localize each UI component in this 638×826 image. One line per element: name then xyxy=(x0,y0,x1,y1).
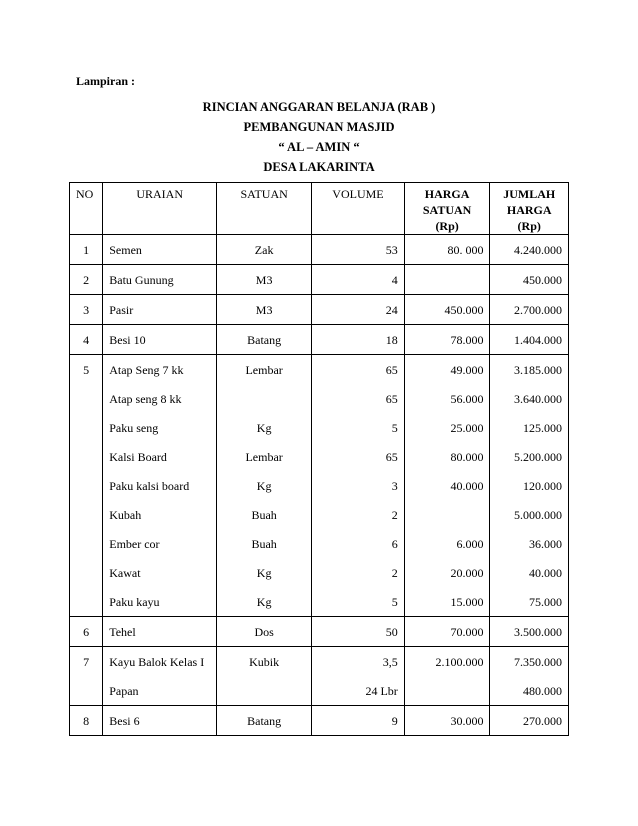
satuan-value: Dos xyxy=(254,625,274,639)
table-header-row xyxy=(70,183,569,235)
satuan-value: Buah xyxy=(251,508,277,522)
header-jumlah-harga xyxy=(490,183,569,235)
uraian-value: Paku kayu xyxy=(109,595,160,609)
satuan-value: Batang xyxy=(247,333,282,347)
cell-volume xyxy=(312,355,405,617)
satuan-value: Kubik xyxy=(249,655,280,669)
title-line-2: PEMBANGUNAN MASJID xyxy=(243,120,395,134)
row-no xyxy=(70,325,103,355)
harga-value: 30.000 xyxy=(450,714,484,728)
uraian-value: Besi 10 xyxy=(109,333,146,347)
row-no-text: 4 xyxy=(83,333,90,347)
cell-volume xyxy=(312,617,405,647)
cell-jumlah xyxy=(490,295,569,325)
cell-satuan xyxy=(217,265,312,295)
row-no-text: 3 xyxy=(83,303,90,317)
jumlah-value: 3.640.000 xyxy=(514,392,562,406)
table-row xyxy=(70,235,569,265)
satuan-value: Kg xyxy=(256,479,272,493)
satuan-value xyxy=(223,384,305,413)
table-row xyxy=(70,706,569,736)
row-no xyxy=(70,265,103,295)
volume-value: 50 xyxy=(385,625,398,639)
jumlah-value: 40.000 xyxy=(529,566,562,580)
row-no xyxy=(70,647,103,706)
row-no-text: 5 xyxy=(83,363,90,377)
volume-value: 5 xyxy=(391,421,398,435)
cell-volume xyxy=(312,647,405,706)
jumlah-value: 120.000 xyxy=(523,479,562,493)
cell-jumlah xyxy=(490,355,569,617)
table-row xyxy=(70,617,569,647)
volume-value: 53 xyxy=(385,243,398,257)
row-no-text: 7 xyxy=(83,655,90,669)
harga-value xyxy=(411,265,484,294)
satuan-value: Batang xyxy=(247,714,282,728)
cell-jumlah xyxy=(490,265,569,295)
jumlah-value: 75.000 xyxy=(529,595,562,609)
satuan-value: Zak xyxy=(254,243,274,257)
satuan-value: Kg xyxy=(256,566,272,580)
row-no-text: 1 xyxy=(83,243,90,257)
header-jumlah-line-1: JUMLAH xyxy=(503,187,556,201)
uraian-value: Paku seng xyxy=(109,421,159,435)
jumlah-value: 3.500.000 xyxy=(514,625,562,639)
uraian-value: Besi 6 xyxy=(109,714,140,728)
harga-value: 80.000 xyxy=(450,450,484,464)
uraian-value: Semen xyxy=(109,243,142,257)
cell-volume xyxy=(312,265,405,295)
jumlah-value: 270.000 xyxy=(523,714,562,728)
uraian-value: Pasir xyxy=(109,303,134,317)
uraian-value: Kubah xyxy=(109,508,142,522)
harga-value: 6.000 xyxy=(456,537,484,551)
header-uraian: URAIAN xyxy=(103,183,217,235)
uraian-value: Atap seng 8 kk xyxy=(109,392,182,406)
cell-satuan xyxy=(217,295,312,325)
cell-harga xyxy=(404,706,490,736)
volume-value: 65 xyxy=(385,450,398,464)
cell-satuan xyxy=(217,235,312,265)
uraian-value: Kayu Balok Kelas I xyxy=(109,655,205,669)
cell-harga xyxy=(404,265,490,295)
jumlah-value: 1.404.000 xyxy=(514,333,562,347)
volume-value: 18 xyxy=(385,333,398,347)
header-jumlah-line-2: HARGA xyxy=(506,203,552,217)
header-jumlah-line-3: (Rp) xyxy=(517,219,541,233)
header-volume: VOLUME xyxy=(312,183,405,235)
satuan-value: M3 xyxy=(255,303,273,317)
satuan-value: M3 xyxy=(255,273,273,287)
jumlah-value: 450.000 xyxy=(523,273,562,287)
cell-volume xyxy=(312,706,405,736)
jumlah-value: 36.000 xyxy=(529,537,562,551)
cell-uraian xyxy=(103,617,217,647)
row-no xyxy=(70,617,103,647)
header-harga-line-3: (Rp) xyxy=(435,219,459,233)
row-no-text: 6 xyxy=(83,625,90,639)
cell-jumlah xyxy=(490,617,569,647)
harga-value: 450.000 xyxy=(444,303,484,317)
cell-jumlah xyxy=(490,235,569,265)
jumlah-value: 5.000.000 xyxy=(514,508,562,522)
jumlah-value: 480.000 xyxy=(523,684,562,698)
harga-value: 15.000 xyxy=(450,595,484,609)
row-no-text: 8 xyxy=(83,714,90,728)
jumlah-value: 5.200.000 xyxy=(514,450,562,464)
row-no xyxy=(70,295,103,325)
row-no-text: 2 xyxy=(83,273,90,287)
header-harga-satuan xyxy=(404,183,490,235)
cell-harga xyxy=(404,325,490,355)
harga-value: 40.000 xyxy=(450,479,484,493)
cell-jumlah xyxy=(490,647,569,706)
uraian-value: Kawat xyxy=(109,566,141,580)
satuan-value xyxy=(223,676,305,705)
cell-jumlah xyxy=(490,706,569,736)
lampiran-label: Lampiran : xyxy=(76,74,136,88)
harga-value: 25.000 xyxy=(450,421,484,435)
jumlah-value: 125.000 xyxy=(523,421,562,435)
cell-uraian xyxy=(103,706,217,736)
harga-value: 56.000 xyxy=(450,392,484,406)
harga-value xyxy=(411,500,484,529)
uraian-value: Papan xyxy=(109,684,139,698)
volume-value: 3,5 xyxy=(382,655,398,669)
uraian-value: Atap Seng 7 kk xyxy=(109,363,184,377)
header-no: NO xyxy=(70,183,103,235)
harga-value: 80. 000 xyxy=(447,243,484,257)
row-no xyxy=(70,706,103,736)
cell-volume xyxy=(312,235,405,265)
jumlah-value: 4.240.000 xyxy=(514,243,562,257)
volume-value: 65 xyxy=(385,392,398,406)
harga-value: 70.000 xyxy=(450,625,484,639)
jumlah-value: 2.700.000 xyxy=(514,303,562,317)
satuan-value: Buah xyxy=(251,537,277,551)
volume-value: 4 xyxy=(391,273,398,287)
cell-uraian xyxy=(103,295,217,325)
volume-value: 65 xyxy=(385,363,398,377)
cell-satuan xyxy=(217,355,312,617)
row-no xyxy=(70,355,103,617)
header-harga-line-2: SATUAN xyxy=(422,203,472,217)
cell-volume xyxy=(312,325,405,355)
cell-uraian xyxy=(103,647,217,706)
harga-value: 2.100.000 xyxy=(435,655,484,669)
title-line-3: “ AL – AMIN “ xyxy=(278,140,360,154)
title-line-4: DESA LAKARINTA xyxy=(263,160,375,174)
cell-satuan xyxy=(217,325,312,355)
harga-value: 49.000 xyxy=(450,363,484,377)
uraian-value: Paku kalsi board xyxy=(109,479,190,493)
cell-harga xyxy=(404,295,490,325)
harga-value: 20.000 xyxy=(450,566,484,580)
volume-value: 9 xyxy=(391,714,398,728)
header-satuan: SATUAN xyxy=(217,183,312,235)
harga-value xyxy=(411,676,484,705)
uraian-value: Tehel xyxy=(109,625,136,639)
table-row xyxy=(70,325,569,355)
cell-uraian xyxy=(103,235,217,265)
jumlah-value: 3.185.000 xyxy=(514,363,562,377)
cell-uraian xyxy=(103,325,217,355)
jumlah-value: 7.350.000 xyxy=(514,655,562,669)
volume-value: 24 Lbr xyxy=(365,684,398,698)
volume-value: 2 xyxy=(391,508,398,522)
table-row xyxy=(70,265,569,295)
row-no xyxy=(70,235,103,265)
satuan-value: Lembar xyxy=(245,450,283,464)
satuan-value: Kg xyxy=(256,421,272,435)
cell-uraian xyxy=(103,265,217,295)
header-harga-line-1: HARGA xyxy=(424,187,470,201)
cell-harga xyxy=(404,617,490,647)
harga-value: 78.000 xyxy=(450,333,484,347)
volume-value: 6 xyxy=(391,537,398,551)
table-row xyxy=(70,355,569,617)
cell-satuan xyxy=(217,706,312,736)
cell-harga xyxy=(404,647,490,706)
cell-jumlah xyxy=(490,325,569,355)
uraian-value: Batu Gunung xyxy=(109,273,174,287)
cell-harga xyxy=(404,355,490,617)
budget-table xyxy=(69,182,569,736)
volume-value: 24 xyxy=(385,303,398,317)
cell-volume xyxy=(312,295,405,325)
satuan-value: Lembar xyxy=(245,363,283,377)
cell-satuan xyxy=(217,647,312,706)
uraian-value: Kalsi Board xyxy=(109,450,167,464)
uraian-value: Ember cor xyxy=(109,537,160,551)
volume-value: 5 xyxy=(391,595,398,609)
table-row xyxy=(70,295,569,325)
cell-satuan xyxy=(217,617,312,647)
cell-harga xyxy=(404,235,490,265)
satuan-value: Kg xyxy=(256,595,272,609)
title-line-1: RINCIAN ANGGARAN BELANJA (RAB ) xyxy=(202,100,436,114)
volume-value: 3 xyxy=(391,479,398,493)
cell-uraian xyxy=(103,355,217,617)
volume-value: 2 xyxy=(391,566,398,580)
table-row xyxy=(70,647,569,706)
